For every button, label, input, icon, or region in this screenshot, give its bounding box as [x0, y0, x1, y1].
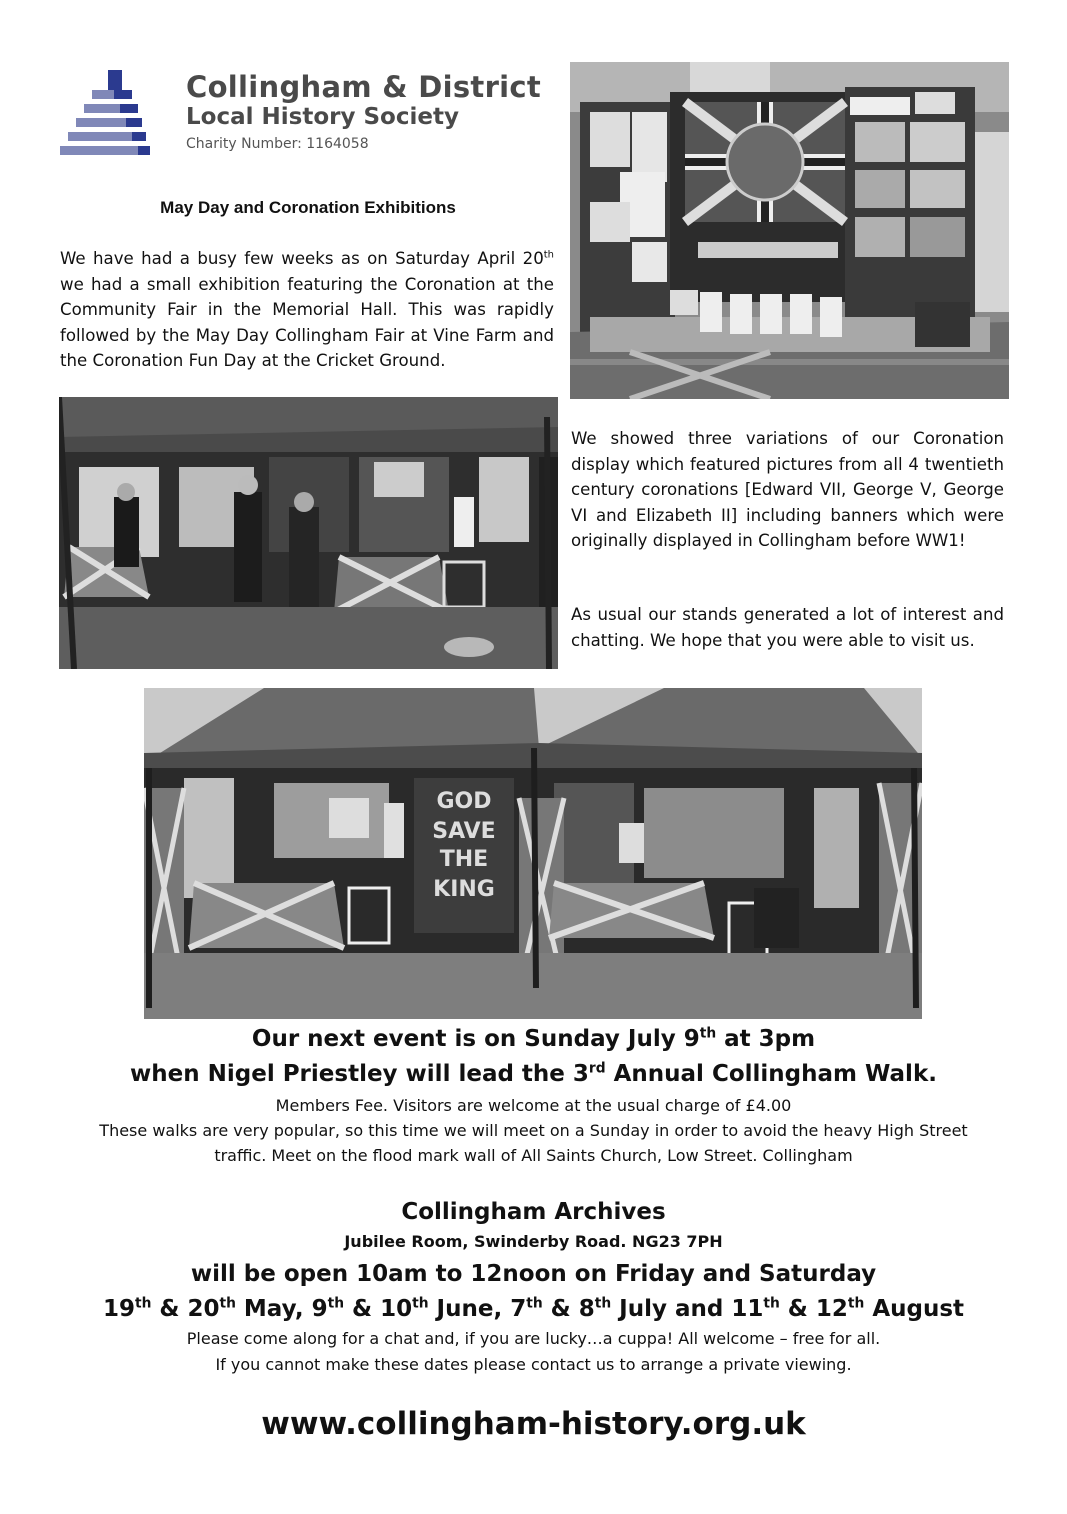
date-8: 8: [578, 1296, 595, 1322]
date-sup: th: [847, 1295, 865, 1312]
event-line1-time: at 3pm: [716, 1026, 816, 1052]
date-sup: th: [594, 1295, 612, 1312]
event-line2-walk: Annual Collingham Walk.: [605, 1061, 937, 1087]
date-7: 7: [510, 1296, 527, 1322]
coronation-display-paragraph: We showed three variations of our Coronation display which featured pictures from all 4 twentieth century coronations [Edward VII, George V, George VI and Elizabeth II] including banners which were originally displayed in Collingham before WW1!: [571, 429, 1004, 550]
date-sup: th: [412, 1295, 429, 1312]
date-sup: th: [219, 1295, 236, 1312]
intro-text-a: We have had a busy few weeks as on Saturday April 20: [60, 249, 544, 268]
archives-title: Collingham Archives: [401, 1199, 666, 1225]
banner-king: KING: [433, 877, 495, 902]
society-logo: [58, 68, 542, 168]
date-amp: &: [344, 1296, 381, 1322]
members-fee-line: Members Fee. Visitors are welcome at the usual charge of £4.00: [275, 1096, 792, 1115]
mayday-gazebo-photo: [59, 397, 558, 669]
walk-details-line: These walks are very popular, so this time we will meet on a Sunday in order to avoid the heavy High Street: [99, 1121, 968, 1140]
next-event-headline: [0, 1024, 1067, 1054]
indoor-exhibition-photo: [570, 62, 1009, 399]
date-20: 20: [187, 1296, 220, 1322]
date-12: 12: [815, 1296, 848, 1322]
charity-number: Charity Number: 1164058: [186, 136, 369, 152]
website-link[interactable]: www.collingham-history.org.uk: [261, 1406, 806, 1442]
date-10: 10: [380, 1296, 413, 1322]
archives-opening-hours: will be open 10am to 12noon on Friday and Saturday: [190, 1261, 877, 1287]
banner-the: THE: [439, 847, 489, 872]
date-amp: &: [542, 1296, 579, 1322]
walk-leader-headline: [0, 1059, 1067, 1089]
logo-society-name: Collingham & District: [186, 70, 542, 104]
banner-save: SAVE: [432, 819, 496, 844]
date-19: 19: [102, 1296, 135, 1322]
archives-address: Jubilee Room, Swinderby Road. NG23 7PH: [344, 1232, 723, 1251]
archives-welcome-line: Please come along for a chat and, if you are lucky…a cuppa! All welcome – free for all.: [186, 1329, 881, 1348]
month-may: May,: [235, 1296, 312, 1322]
logo-society-subtitle: Local History Society: [186, 104, 459, 130]
date-sup: th: [763, 1295, 780, 1312]
event-line1-text: Our next event is on Sunday July 9: [251, 1026, 700, 1052]
date-9: 9: [311, 1296, 328, 1322]
intro-superscript: th: [543, 249, 554, 261]
meeting-point-line: traffic. Meet on the flood mark wall of All Saints Church, Low Street. Collingham: [214, 1146, 853, 1165]
event-line1-sup: th: [699, 1025, 717, 1042]
month-july: July and: [611, 1296, 732, 1322]
month-august: August: [864, 1296, 965, 1322]
intro-text-b: we had a small exhibition featuring the Coronation at the Community Fair in the Memorial Hall. This was rapidly followed by the May Day Collingham Fair at Vine Farm and the Coronation Fun Day at the Cricket Ground.: [60, 274, 554, 370]
event-line2-sup: rd: [588, 1060, 606, 1077]
article-heading: May Day and Coronation Exhibitions: [160, 198, 456, 217]
date-amp: &: [151, 1296, 188, 1322]
coronation-funday-gazebo-photo: [144, 688, 922, 1019]
date-sup: th: [526, 1295, 543, 1312]
month-june: June,: [428, 1296, 511, 1322]
date-11: 11: [731, 1296, 764, 1322]
date-amp: &: [779, 1296, 816, 1322]
interest-paragraph: As usual our stands generated a lot of interest and chatting. We hope that you were able to visit us.: [571, 605, 1004, 650]
stepped-pyramid-logo-icon: [58, 68, 170, 168]
event-line2-text: when Nigel Priestley will lead the 3: [130, 1061, 589, 1087]
date-sup: th: [134, 1295, 152, 1312]
intro-paragraph: [60, 246, 554, 374]
archives-private-viewing-line: If you cannot make these dates please contact us to arrange a private viewing.: [215, 1355, 852, 1374]
banner-god: GOD: [436, 789, 492, 814]
date-sup: th: [327, 1295, 345, 1312]
archives-dates: [0, 1294, 1067, 1324]
